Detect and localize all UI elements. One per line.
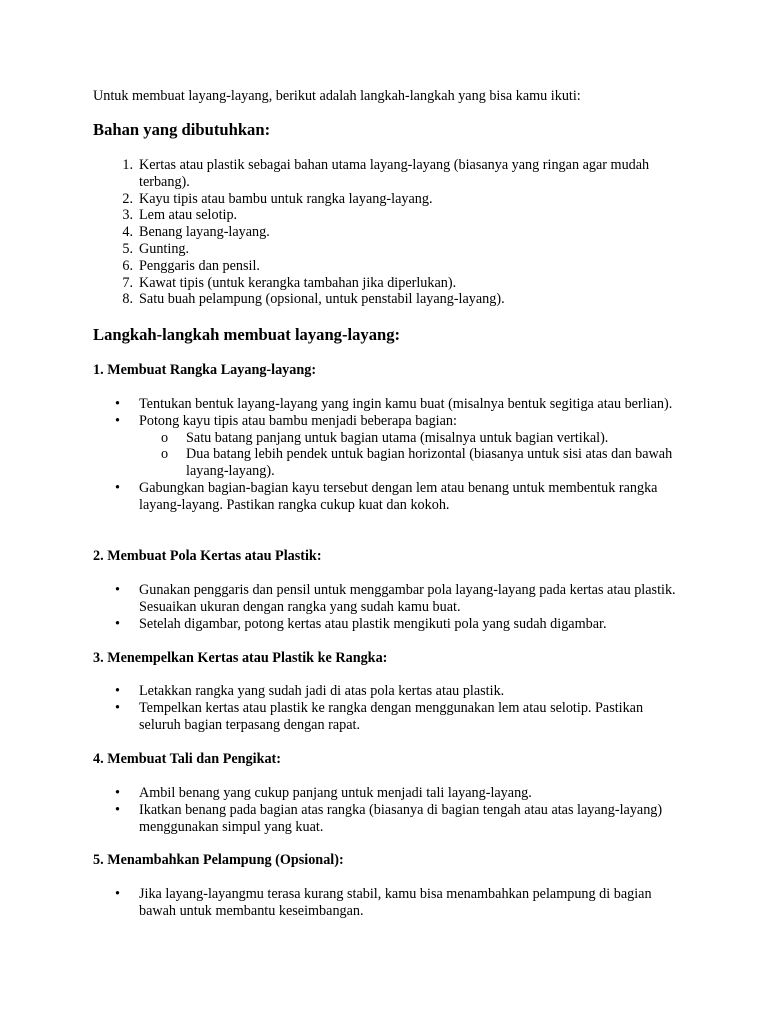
sub-list-item-text: Dua batang lebih pendek untuk bagian horizontal (biasanya untuk sisi atas dan bawah layang-layang).: [186, 446, 673, 480]
section-2-list: [93, 582, 683, 632]
list-item-text: Setelah digambar, potong kertas atau plastik mengikuti pola yang sudah digambar.: [139, 615, 607, 632]
list-item: [93, 480, 683, 514]
list-item-text: Ambil benang yang cukup panjang untuk menjadi tali layang-layang.: [139, 785, 532, 801]
list-item: [93, 291, 683, 308]
bullet-icon: •: [115, 582, 120, 598]
bullet-icon: •: [115, 615, 120, 632]
list-item-text: Gabungkan bagian-bagian kayu tersebut dengan lem atau benang untuk membentuk rangka layang-layang. Pastikan rangka cukup kuat dan kokoh.: [139, 479, 658, 513]
sub-bullet-icon: o: [161, 446, 169, 463]
list-item-text: Ikatkan benang pada bagian atas rangka (biasanya di bagian tengah atau atas layang-layang) menggunakan simpul yang kuat.: [139, 801, 663, 835]
list-item-text: Jika layang-layangmu terasa kurang stabil, kamu bisa menambahkan pelampung di bagian bawah untuk membantu keseimbangan.: [139, 886, 652, 919]
bahan-list: [93, 157, 683, 308]
bullet-icon: •: [115, 785, 120, 801]
list-item-text: Benang layang-layang.: [139, 224, 270, 241]
section-1-heading: 1. Membuat Rangka Layang-layang:: [93, 362, 317, 378]
sub-list-item-text: Satu batang panjang untuk bagian utama (misalnya untuk bagian vertikal).: [186, 429, 609, 446]
list-item: [93, 700, 683, 734]
list-number: 3.: [122, 207, 133, 224]
list-item-text: Kawat tipis (untuk kerangka tambahan jika diperlukan).: [139, 274, 457, 291]
section-2-heading: 2. Membuat Pola Kertas atau Plastik:: [93, 548, 322, 564]
list-item-text: Lem atau selotip.: [139, 207, 238, 224]
list-item: [93, 616, 683, 633]
section-3-heading: 3. Menempelkan Kertas atau Plastik ke Rangka:: [93, 650, 388, 666]
sub-list-item: [93, 446, 683, 480]
section-1-list: [93, 396, 683, 514]
list-number: 4.: [122, 224, 133, 241]
list-item-text: Letakkan rangka yang sudah jadi di atas pola kertas atau plastik.: [139, 683, 505, 699]
list-item-text: Gunakan penggaris dan pensil untuk menggambar pola layang-layang pada kertas atau plastik. Sesuaikan ukuran dengan rangka yang sudah kamu buat.: [139, 582, 676, 615]
bahan-heading: Bahan yang dibutuhkan:: [93, 120, 271, 139]
list-item: [93, 157, 683, 191]
list-item: [93, 886, 683, 920]
list-item: [93, 683, 683, 700]
list-item: [93, 207, 683, 224]
section-5-list: [93, 886, 683, 920]
list-item-text: Kertas atau plastik sebagai bahan utama layang-layang (biasanya yang ringan agar mudah terbang).: [139, 157, 650, 190]
list-item: [93, 396, 683, 413]
bullet-icon: •: [115, 396, 120, 412]
bullet-icon: •: [115, 699, 120, 716]
sub-list-item: [93, 430, 683, 447]
list-item-text: Gunting.: [139, 240, 190, 257]
list-number: 1.: [122, 157, 133, 173]
bullet-icon: •: [115, 801, 120, 818]
list-number: 8.: [122, 291, 133, 308]
list-item: [93, 275, 683, 292]
list-number: 5.: [122, 240, 133, 257]
list-number: 6.: [122, 257, 133, 274]
section-4-heading: 4. Membuat Tali dan Pengikat:: [93, 751, 282, 767]
bullet-icon: •: [115, 479, 120, 496]
list-item: [93, 191, 683, 208]
list-item: [93, 802, 683, 836]
list-item-text: Satu buah pelampung (opsional, untuk penstabil layang-layang).: [139, 291, 505, 308]
section-4-list: [93, 785, 683, 835]
bullet-icon: •: [115, 683, 120, 699]
langkah-heading: Langkah-langkah membuat layang-layang:: [93, 325, 401, 344]
list-item-text: Tentukan bentuk layang-layang yang ingin kamu buat (misalnya bentuk segitiga atau berlian).: [139, 396, 673, 412]
list-item: [93, 224, 683, 241]
intro-paragraph: Untuk membuat layang-layang, berikut adalah langkah-langkah yang bisa kamu ikuti:: [93, 88, 581, 104]
list-item: [93, 241, 683, 258]
list-number: 2.: [122, 190, 133, 207]
list-item-text: Potong kayu tipis atau bambu menjadi beberapa bagian:: [139, 412, 457, 429]
list-item-text: Tempelkan kertas atau plastik ke rangka dengan menggunakan lem atau selotip. Pastikan seluruh bagian terpasang dengan rapat.: [139, 699, 644, 733]
sub-bullet-icon: o: [161, 429, 169, 446]
list-number: 7.: [122, 274, 133, 291]
list-item: [93, 413, 683, 430]
list-item: [93, 258, 683, 275]
section-3-list: [93, 683, 683, 733]
list-item: [93, 582, 683, 616]
section-5-heading: 5. Menambahkan Pelampung (Opsional):: [93, 852, 344, 868]
bullet-icon: •: [115, 886, 120, 902]
list-item: [93, 785, 683, 802]
list-item-text: Kayu tipis atau bambu untuk rangka layang-layang.: [139, 190, 433, 207]
bullet-icon: •: [115, 412, 120, 429]
list-item-text: Penggaris dan pensil.: [139, 257, 260, 274]
